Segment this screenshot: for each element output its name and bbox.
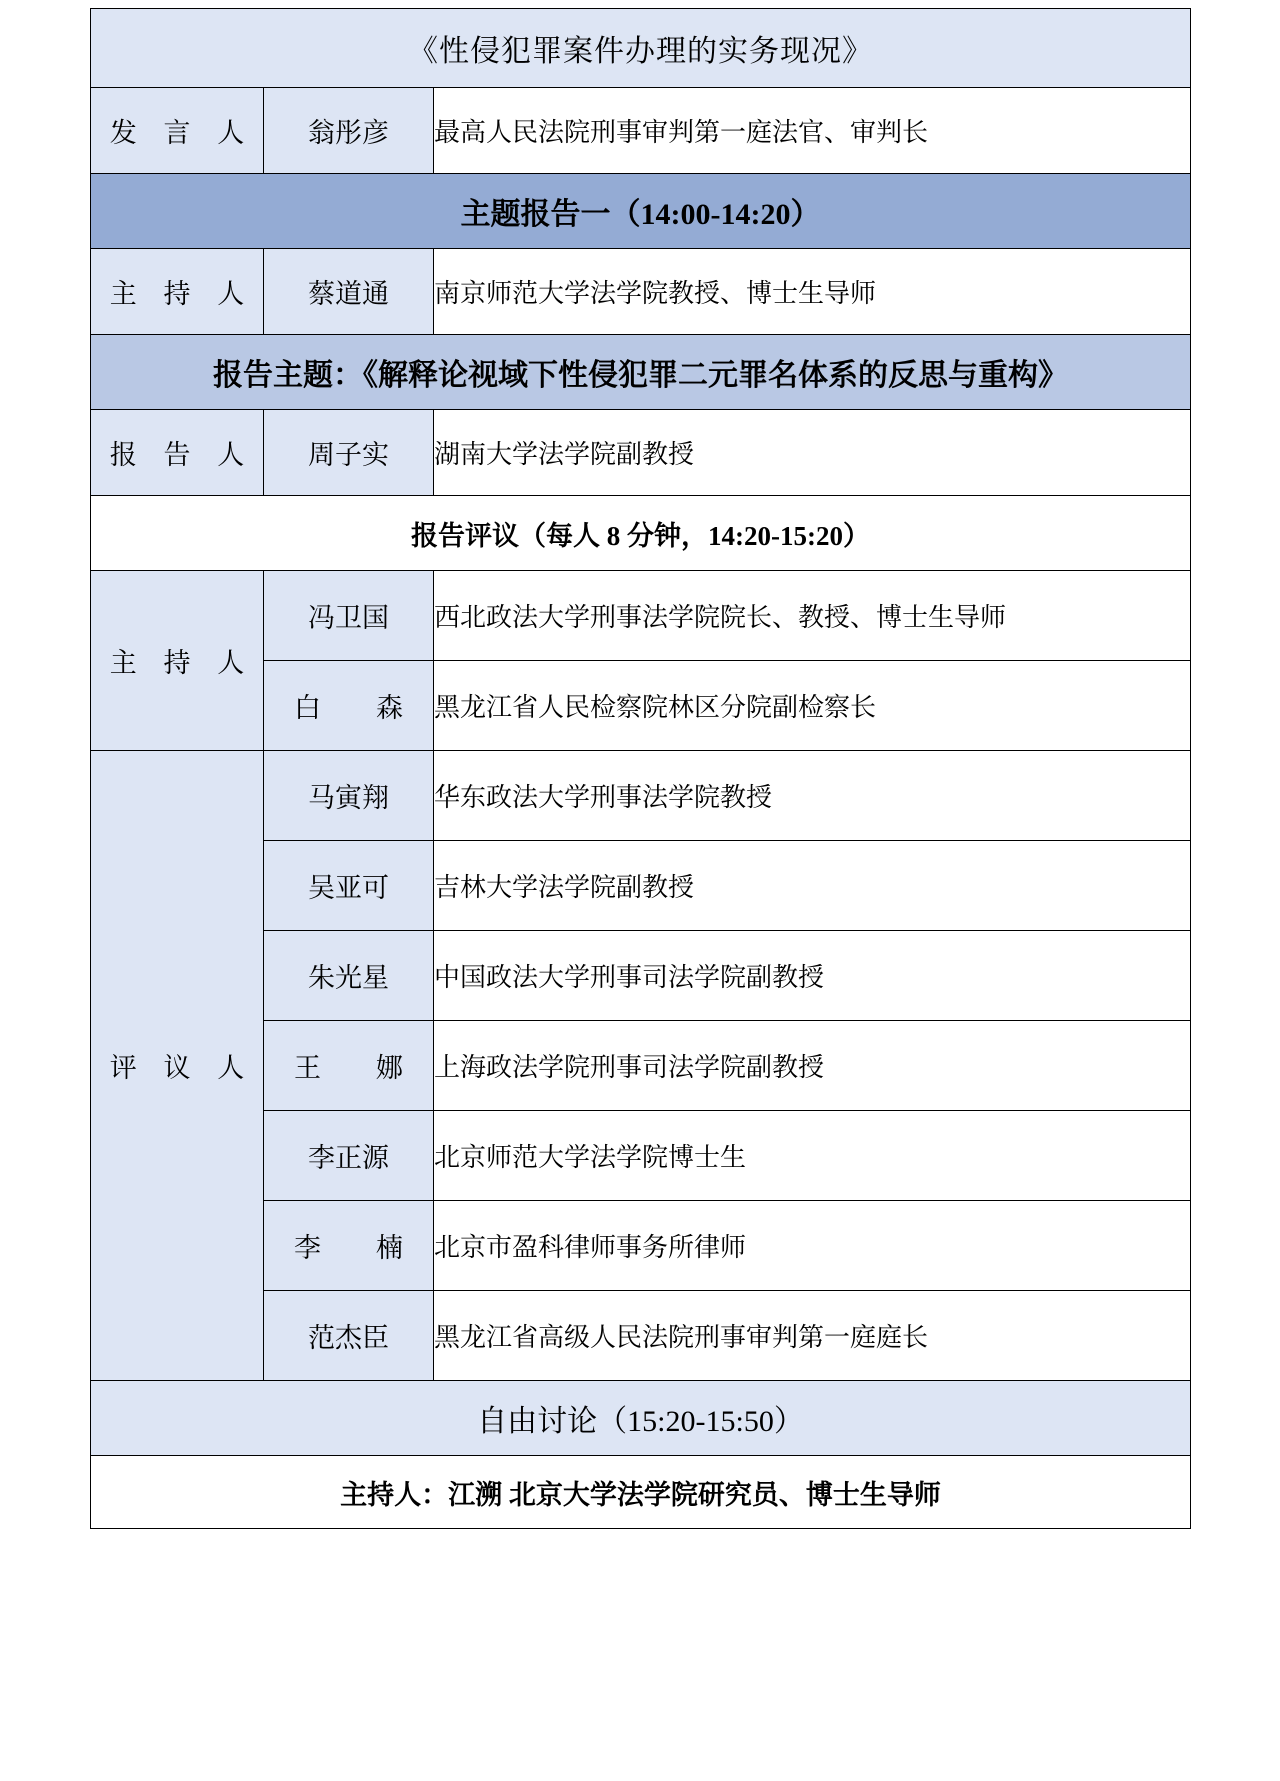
commentator-affiliation: 华东政法大学刑事法学院教授	[434, 751, 1191, 841]
table-row	[91, 335, 1191, 410]
commentator-affiliation: 黑龙江省高级人民法院刑事审判第一庭庭长	[434, 1291, 1191, 1381]
chair-affiliation: 南京师范大学法学院教授、博士生导师	[434, 249, 1191, 335]
reporter-name: 周子实	[264, 410, 434, 496]
table-row	[91, 9, 1191, 88]
session-banner: 主题报告一（14:00-14:20）	[91, 174, 1191, 249]
table-row	[91, 1381, 1191, 1456]
commentator-name: 李 楠	[264, 1201, 434, 1291]
chair-name: 蔡道通	[264, 249, 434, 335]
agenda-sheet	[90, 0, 1190, 1529]
free-discussion-banner: 自由讨论（15:20-15:50）	[91, 1381, 1191, 1456]
commentator-affiliation: 吉林大学法学院副教授	[434, 841, 1191, 931]
table-row	[91, 249, 1191, 335]
table-row	[91, 410, 1191, 496]
commentator-name: 王 娜	[264, 1021, 434, 1111]
speaker-name: 翁彤彦	[264, 88, 434, 174]
free-discussion-host: 主持人：江溯 北京大学法学院研究员、博士生导师	[91, 1456, 1191, 1529]
commentator-name: 朱光星	[264, 931, 434, 1021]
table-row	[91, 88, 1191, 174]
reporter-affiliation: 湖南大学法学院副教授	[434, 410, 1191, 496]
speaker-role-label: 发 言 人	[91, 88, 264, 174]
commentator-name: 吴亚可	[264, 841, 434, 931]
table-row	[91, 571, 1191, 661]
comment-session-banner: 报告评议（每人 8 分钟，14:20-15:20）	[91, 496, 1191, 571]
comment-chair-name: 冯卫国	[264, 571, 434, 661]
commentator-affiliation: 北京市盈科律师事务所律师	[434, 1201, 1191, 1291]
chair-role-label: 主 持 人	[91, 249, 264, 335]
speaker-affiliation: 最高人民法院刑事审判第一庭法官、审判长	[434, 88, 1191, 174]
table-row	[91, 174, 1191, 249]
comment-chair-affiliation: 西北政法大学刑事法学院院长、教授、博士生导师	[434, 571, 1191, 661]
document-title: 《性侵犯罪案件办理的实务现况》	[91, 9, 1191, 88]
commentator-role-label: 评 议 人	[91, 751, 264, 1381]
table-row	[91, 751, 1191, 841]
commentator-affiliation: 北京师范大学法学院博士生	[434, 1111, 1191, 1201]
commentator-affiliation: 中国政法大学刑事司法学院副教授	[434, 931, 1191, 1021]
reporter-role-label: 报 告 人	[91, 410, 264, 496]
table-row	[91, 496, 1191, 571]
agenda-table	[90, 8, 1191, 1529]
commentator-name: 李正源	[264, 1111, 434, 1201]
commentator-name: 范杰臣	[264, 1291, 434, 1381]
comment-chair-affiliation: 黑龙江省人民检察院林区分院副检察长	[434, 661, 1191, 751]
report-topic-banner: 报告主题：《解释论视域下性侵犯罪二元罪名体系的反思与重构》	[91, 335, 1191, 410]
commentator-name: 马寅翔	[264, 751, 434, 841]
table-row	[91, 1456, 1191, 1529]
comment-chair-name: 白 森	[264, 661, 434, 751]
commentator-affiliation: 上海政法学院刑事司法学院副教授	[434, 1021, 1191, 1111]
comment-chair-role-label: 主 持 人	[91, 571, 264, 751]
